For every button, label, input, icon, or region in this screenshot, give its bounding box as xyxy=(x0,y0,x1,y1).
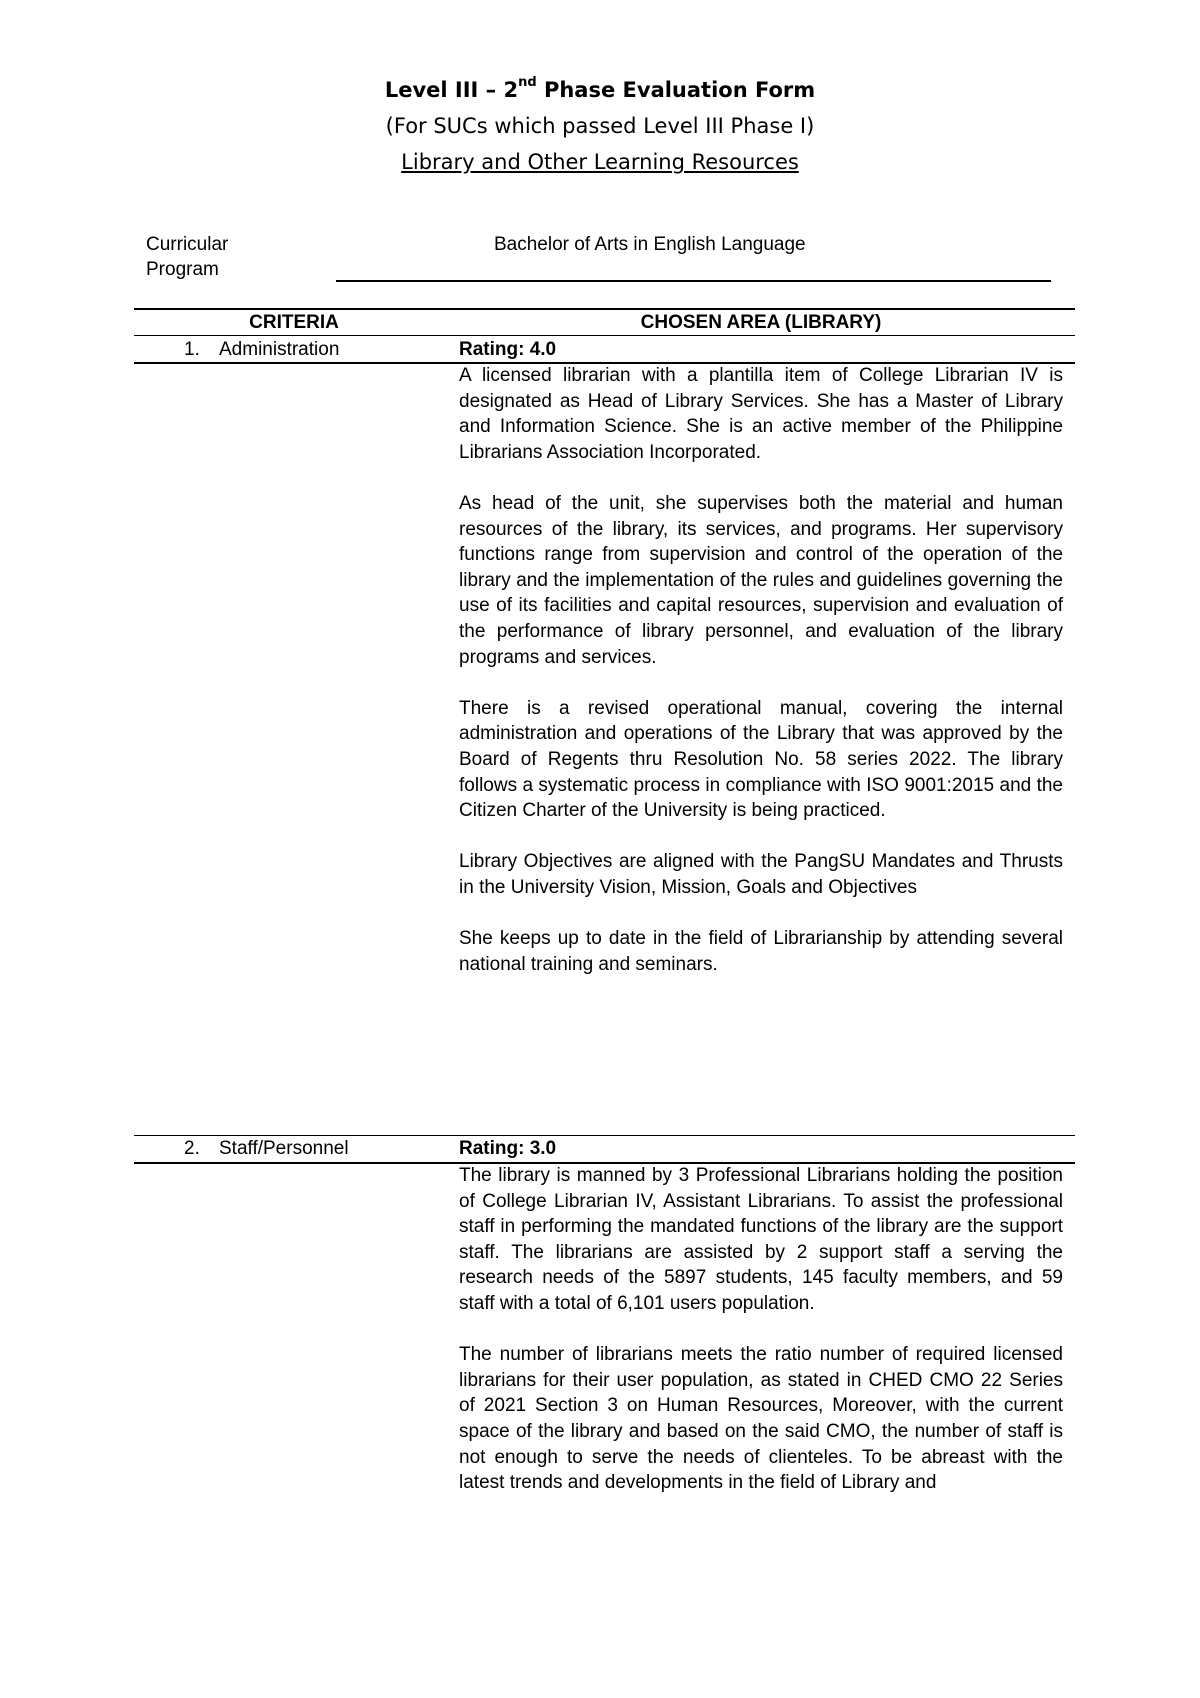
page-title: Level III – 2nd Phase Evaluation Form xyxy=(384,75,816,102)
criterion-name: Administration xyxy=(219,339,340,360)
document-header xyxy=(0,72,1200,180)
program-value: Bachelor of Arts in English Language xyxy=(494,234,806,255)
chosen-area-header: CHOSEN AREA (LIBRARY) xyxy=(640,312,882,333)
paragraph: The number of librarians meets the ratio number of required licensed librarians for their user population, as stated in CHED CMO 22 Series of 2021 Section 3 on Human Resources, Moreover, with the current space of the library and based on the said CMO, the number of staff is not enough to serve the needs of clienteles. To be abreast with the latest trends and developments in the field of Library and xyxy=(459,1344,1063,1494)
paragraph: The library is manned by 3 Professional Librarians holding the position of College Librarian IV, Assistant Librarians. To assist the professional staff in performing the mandated functions of the library are the support staff. The librarians are assisted by 2 support staff a serving the research needs of the 5897 students, 145 faculty members, and 59 staff with a total of 6,101 users population. xyxy=(459,1165,1063,1314)
criteria-header: CRITERIA xyxy=(249,312,339,333)
paragraph: There is a revised operational manual, covering the internal administration and operations of the Library that was approved by the Board of Regents thru Resolution No. 58 series 2022. The library follows a systematic process in compliance with ISO 9001:2015 and the Citizen Charter of the University is being practiced. xyxy=(459,697,1063,822)
criterion-number: 2. xyxy=(184,1138,200,1159)
paragraph: As head of the unit, she supervises both the material and human resources of the library, its services, and programs. Her supervisory functions range from supervision and control of the operation of the library and the implementation of the rules and guidelines governing the use of its facilities and capital resources, supervision and evaluation of the performance of library personnel, and evaluation of the library programs and services. xyxy=(459,492,1063,668)
criterion-name: Staff/Personnel xyxy=(219,1138,349,1159)
section-title: Library and Other Learning Resources xyxy=(401,150,799,174)
header-bottom-rule xyxy=(134,335,1075,336)
criterion-rating: Rating: 4.0 xyxy=(459,339,557,360)
program-label: Curricular Program xyxy=(146,234,229,280)
page-subtitle: (For SUCs which passed Level III Phase I) xyxy=(385,114,815,138)
paragraph: Library Objectives are aligned with the PangSU Mandates and Thrusts in the University Vision, Mission, Goals and Objectives xyxy=(459,851,1063,898)
criterion-number: 1. xyxy=(184,339,200,360)
criterion-description xyxy=(459,1163,1063,1521)
program-underline xyxy=(336,280,1051,282)
paragraph: A licensed librarian with a plantilla item of College Librarian IV is designated as Head of Library Services. She has a Master of Library and Information Science. She is an active member of the Philippine Librarians Association Incorporated. xyxy=(459,365,1063,463)
criterion-rating: Rating: 3.0 xyxy=(459,1138,557,1159)
paragraph: She keeps up to date in the field of Librarianship by attending several national training and seminars. xyxy=(459,928,1063,975)
table-top-rule xyxy=(134,308,1075,310)
criterion-description xyxy=(459,363,1063,1003)
criterion-top-rule xyxy=(134,1135,1075,1136)
